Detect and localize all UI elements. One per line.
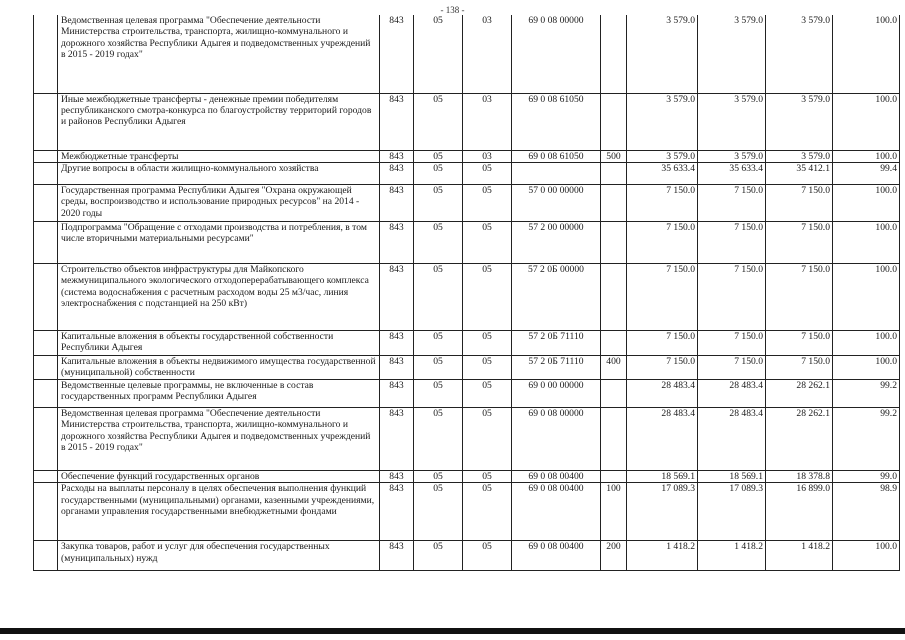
cell-subsection: 05 bbox=[463, 263, 512, 330]
cell-subsection: 05 bbox=[463, 379, 512, 407]
cell-expense-type bbox=[601, 407, 627, 470]
cell-blank bbox=[34, 355, 58, 379]
cell-section: 05 bbox=[414, 483, 463, 541]
table-row bbox=[34, 150, 900, 162]
page-number: - 138 - bbox=[440, 5, 465, 15]
cell-subsection: 05 bbox=[463, 355, 512, 379]
cell-sum-plan: 1 418.2 bbox=[627, 541, 698, 571]
table-row bbox=[34, 483, 900, 541]
cell-subsection: 05 bbox=[463, 407, 512, 470]
cell-section: 05 bbox=[414, 150, 463, 162]
cell-name: Ведомственная целевая программа "Обеспечение деятельности Министерства строительства, транспорта, жилищно-коммунального и дорожного хозяйства Республики Адыгея и подведомственных учреждений в 2015 - 2019 годах" bbox=[58, 407, 380, 470]
cell-expense-type: 100 bbox=[601, 483, 627, 541]
cell-percent: 99.4 bbox=[833, 162, 900, 184]
cell-ministry: 843 bbox=[380, 355, 414, 379]
cell-subsection: 03 bbox=[463, 150, 512, 162]
cell-sum-plan: 3 579.0 bbox=[627, 15, 698, 93]
table-row bbox=[34, 93, 900, 150]
cell-section: 05 bbox=[414, 93, 463, 150]
cell-expense-type bbox=[601, 263, 627, 330]
cell-ministry: 843 bbox=[380, 93, 414, 150]
cell-subsection: 05 bbox=[463, 541, 512, 571]
cell-ministry: 843 bbox=[380, 15, 414, 93]
cell-name: Ведомственные целевые программы, не включенные в состав государственных программ Республики Адыгея bbox=[58, 379, 380, 407]
cell-blank bbox=[34, 93, 58, 150]
cell-name: Капитальные вложения в объекты недвижимого имущества государственной (муниципальной) собственности bbox=[58, 355, 380, 379]
cell-name: Капитальные вложения в объекты государственной собственности Республики Адыгея bbox=[58, 330, 380, 355]
cell-ministry: 843 bbox=[380, 483, 414, 541]
cell-sum-clarified: 17 089.3 bbox=[698, 483, 766, 541]
cell-blank bbox=[34, 470, 58, 482]
cell-target: 57 2 0Б 71110 bbox=[512, 355, 601, 379]
table-row bbox=[34, 330, 900, 355]
cell-sum-plan: 7 150.0 bbox=[627, 355, 698, 379]
cell-section: 05 bbox=[414, 379, 463, 407]
cell-subsection: 05 bbox=[463, 483, 512, 541]
table-row bbox=[34, 407, 900, 470]
cell-name: Закупка товаров, работ и услуг для обеспечения государственных (муниципальных) нужд bbox=[58, 541, 380, 571]
cell-ministry: 843 bbox=[380, 263, 414, 330]
cell-name: Строительство объектов инфраструктуры для Майкопского межмуниципального экологического отходоперерабатывающего комплекса (система водоснабжения с расчетным расходом воды 25 м3/час, линия электроснабжения с подстанцией на 250 кВт) bbox=[58, 263, 380, 330]
cell-sum-actual: 1 418.2 bbox=[766, 541, 833, 571]
cell-blank bbox=[34, 150, 58, 162]
cell-name: Расходы на выплаты персоналу в целях обеспечения выполнения функций государственными (муниципальными) органами, казенными учреждениями, органами управления государственными внебюджетными фондами bbox=[58, 483, 380, 541]
cell-expense-type bbox=[601, 162, 627, 184]
cell-sum-actual: 7 150.0 bbox=[766, 221, 833, 263]
cell-name: Ведомственная целевая программа "Обеспечение деятельности Министерства строительства, транспорта, жилищно-коммунального и дорожного хозяйства Республики Адыгея и подведомственных учреждений в 2015 - 2019 годах" bbox=[58, 15, 380, 93]
cell-target: 69 0 08 61050 bbox=[512, 93, 601, 150]
cell-percent: 99.2 bbox=[833, 407, 900, 470]
cell-expense-type: 400 bbox=[601, 355, 627, 379]
cell-sum-clarified: 28 483.4 bbox=[698, 379, 766, 407]
cell-expense-type bbox=[601, 221, 627, 263]
cell-percent: 100.0 bbox=[833, 330, 900, 355]
cell-percent: 100.0 bbox=[833, 263, 900, 330]
cell-blank bbox=[34, 263, 58, 330]
cell-section: 05 bbox=[414, 162, 463, 184]
cell-target: 57 2 0Б 00000 bbox=[512, 263, 601, 330]
cell-target: 69 0 08 00400 bbox=[512, 470, 601, 482]
cell-ministry: 843 bbox=[380, 221, 414, 263]
cell-section: 05 bbox=[414, 330, 463, 355]
cell-sum-plan: 7 150.0 bbox=[627, 184, 698, 221]
cell-sum-clarified: 18 569.1 bbox=[698, 470, 766, 482]
cell-ministry: 843 bbox=[380, 407, 414, 470]
table-row bbox=[34, 541, 900, 571]
cell-ministry: 843 bbox=[380, 150, 414, 162]
cell-section: 05 bbox=[414, 470, 463, 482]
cell-sum-actual: 7 150.0 bbox=[766, 184, 833, 221]
cell-sum-actual: 28 262.1 bbox=[766, 407, 833, 470]
cell-target: 57 2 0Б 71110 bbox=[512, 330, 601, 355]
cell-sum-actual: 35 412.1 bbox=[766, 162, 833, 184]
cell-expense-type bbox=[601, 330, 627, 355]
cell-sum-clarified: 3 579.0 bbox=[698, 93, 766, 150]
cell-subsection: 05 bbox=[463, 162, 512, 184]
cell-sum-plan: 7 150.0 bbox=[627, 221, 698, 263]
table-row bbox=[34, 184, 900, 221]
cell-sum-plan: 28 483.4 bbox=[627, 379, 698, 407]
cell-target: 69 0 08 00000 bbox=[512, 407, 601, 470]
cell-sum-clarified: 28 483.4 bbox=[698, 407, 766, 470]
cell-section: 05 bbox=[414, 15, 463, 93]
cell-expense-type: 200 bbox=[601, 541, 627, 571]
cell-expense-type bbox=[601, 15, 627, 93]
cell-sum-clarified: 1 418.2 bbox=[698, 541, 766, 571]
cell-sum-clarified: 7 150.0 bbox=[698, 263, 766, 330]
cell-ministry: 843 bbox=[380, 330, 414, 355]
cell-sum-plan: 3 579.0 bbox=[627, 93, 698, 150]
cell-blank bbox=[34, 379, 58, 407]
cell-sum-actual: 7 150.0 bbox=[766, 263, 833, 330]
cell-percent: 100.0 bbox=[833, 184, 900, 221]
cell-blank bbox=[34, 162, 58, 184]
cell-sum-actual: 3 579.0 bbox=[766, 93, 833, 150]
cell-section: 05 bbox=[414, 184, 463, 221]
cell-target: 69 0 00 00000 bbox=[512, 379, 601, 407]
table-row bbox=[34, 379, 900, 407]
cell-ministry: 843 bbox=[380, 162, 414, 184]
cell-expense-type bbox=[601, 93, 627, 150]
cell-expense-type: 500 bbox=[601, 150, 627, 162]
cell-subsection: 05 bbox=[463, 184, 512, 221]
cell-sum-actual: 3 579.0 bbox=[766, 150, 833, 162]
table-row bbox=[34, 15, 900, 93]
cell-sum-actual: 28 262.1 bbox=[766, 379, 833, 407]
cell-blank bbox=[34, 221, 58, 263]
cell-sum-actual: 7 150.0 bbox=[766, 355, 833, 379]
table-row bbox=[34, 355, 900, 379]
table-row bbox=[34, 470, 900, 482]
cell-ministry: 843 bbox=[380, 470, 414, 482]
cell-section: 05 bbox=[414, 355, 463, 379]
cell-sum-plan: 7 150.0 bbox=[627, 263, 698, 330]
cell-expense-type bbox=[601, 184, 627, 221]
cell-section: 05 bbox=[414, 263, 463, 330]
cell-subsection: 05 bbox=[463, 330, 512, 355]
cell-subsection: 05 bbox=[463, 221, 512, 263]
scan-bottom-edge bbox=[0, 628, 905, 634]
cell-sum-clarified: 3 579.0 bbox=[698, 150, 766, 162]
cell-sum-plan: 3 579.0 bbox=[627, 150, 698, 162]
cell-name: Обеспечение функций государственных органов bbox=[58, 470, 380, 482]
cell-percent: 98.9 bbox=[833, 483, 900, 541]
cell-percent: 100.0 bbox=[833, 541, 900, 571]
cell-name: Межбюджетные трансферты bbox=[58, 150, 380, 162]
cell-ministry: 843 bbox=[380, 184, 414, 221]
cell-target: 69 0 08 00400 bbox=[512, 541, 601, 571]
cell-blank bbox=[34, 407, 58, 470]
budget-table bbox=[33, 15, 900, 571]
cell-percent: 99.0 bbox=[833, 470, 900, 482]
cell-target: 69 0 08 00000 bbox=[512, 15, 601, 93]
cell-target: 57 2 00 00000 bbox=[512, 221, 601, 263]
cell-sum-plan: 17 089.3 bbox=[627, 483, 698, 541]
cell-target: 69 0 08 00400 bbox=[512, 483, 601, 541]
cell-percent: 100.0 bbox=[833, 15, 900, 93]
cell-section: 05 bbox=[414, 541, 463, 571]
cell-sum-clarified: 35 633.4 bbox=[698, 162, 766, 184]
cell-blank bbox=[34, 330, 58, 355]
cell-subsection: 03 bbox=[463, 93, 512, 150]
cell-name: Другие вопросы в области жилищно-коммунального хозяйства bbox=[58, 162, 380, 184]
cell-percent: 100.0 bbox=[833, 150, 900, 162]
table-body bbox=[34, 15, 900, 571]
cell-ministry: 843 bbox=[380, 541, 414, 571]
cell-sum-plan: 35 633.4 bbox=[627, 162, 698, 184]
cell-target: 69 0 08 61050 bbox=[512, 150, 601, 162]
cell-percent: 100.0 bbox=[833, 355, 900, 379]
cell-sum-actual: 18 378.8 bbox=[766, 470, 833, 482]
cell-percent: 100.0 bbox=[833, 221, 900, 263]
cell-section: 05 bbox=[414, 407, 463, 470]
cell-name: Подпрограмма "Обращение с отходами производства и потребления, в том числе вторичными материальными ресурсами" bbox=[58, 221, 380, 263]
cell-sum-clarified: 7 150.0 bbox=[698, 221, 766, 263]
cell-sum-clarified: 7 150.0 bbox=[698, 184, 766, 221]
cell-sum-clarified: 7 150.0 bbox=[698, 330, 766, 355]
cell-sum-plan: 18 569.1 bbox=[627, 470, 698, 482]
cell-sum-actual: 7 150.0 bbox=[766, 330, 833, 355]
cell-target bbox=[512, 162, 601, 184]
cell-subsection: 05 bbox=[463, 470, 512, 482]
cell-sum-clarified: 3 579.0 bbox=[698, 15, 766, 93]
cell-expense-type bbox=[601, 379, 627, 407]
cell-blank bbox=[34, 15, 58, 93]
cell-expense-type bbox=[601, 470, 627, 482]
cell-blank bbox=[34, 541, 58, 571]
cell-ministry: 843 bbox=[380, 379, 414, 407]
cell-name: Государственная программа Республики Адыгея "Охрана окружающей среды, воспроизводство и использование природных ресурсов" на 2014 - 2020 годы bbox=[58, 184, 380, 221]
cell-sum-plan: 28 483.4 bbox=[627, 407, 698, 470]
cell-percent: 100.0 bbox=[833, 93, 900, 150]
cell-sum-plan: 7 150.0 bbox=[627, 330, 698, 355]
cell-name: Иные межбюджетные трансферты - денежные премии победителям республиканского смотра-конкурса по благоустройству территорий городов и районов Республики Адыгея bbox=[58, 93, 380, 150]
cell-sum-clarified: 7 150.0 bbox=[698, 355, 766, 379]
table-row bbox=[34, 221, 900, 263]
cell-blank bbox=[34, 483, 58, 541]
cell-sum-actual: 3 579.0 bbox=[766, 15, 833, 93]
cell-sum-actual: 16 899.0 bbox=[766, 483, 833, 541]
table-row bbox=[34, 263, 900, 330]
cell-percent: 99.2 bbox=[833, 379, 900, 407]
cell-section: 05 bbox=[414, 221, 463, 263]
cell-target: 57 0 00 00000 bbox=[512, 184, 601, 221]
cell-blank bbox=[34, 184, 58, 221]
table-row bbox=[34, 162, 900, 184]
cell-subsection: 03 bbox=[463, 15, 512, 93]
